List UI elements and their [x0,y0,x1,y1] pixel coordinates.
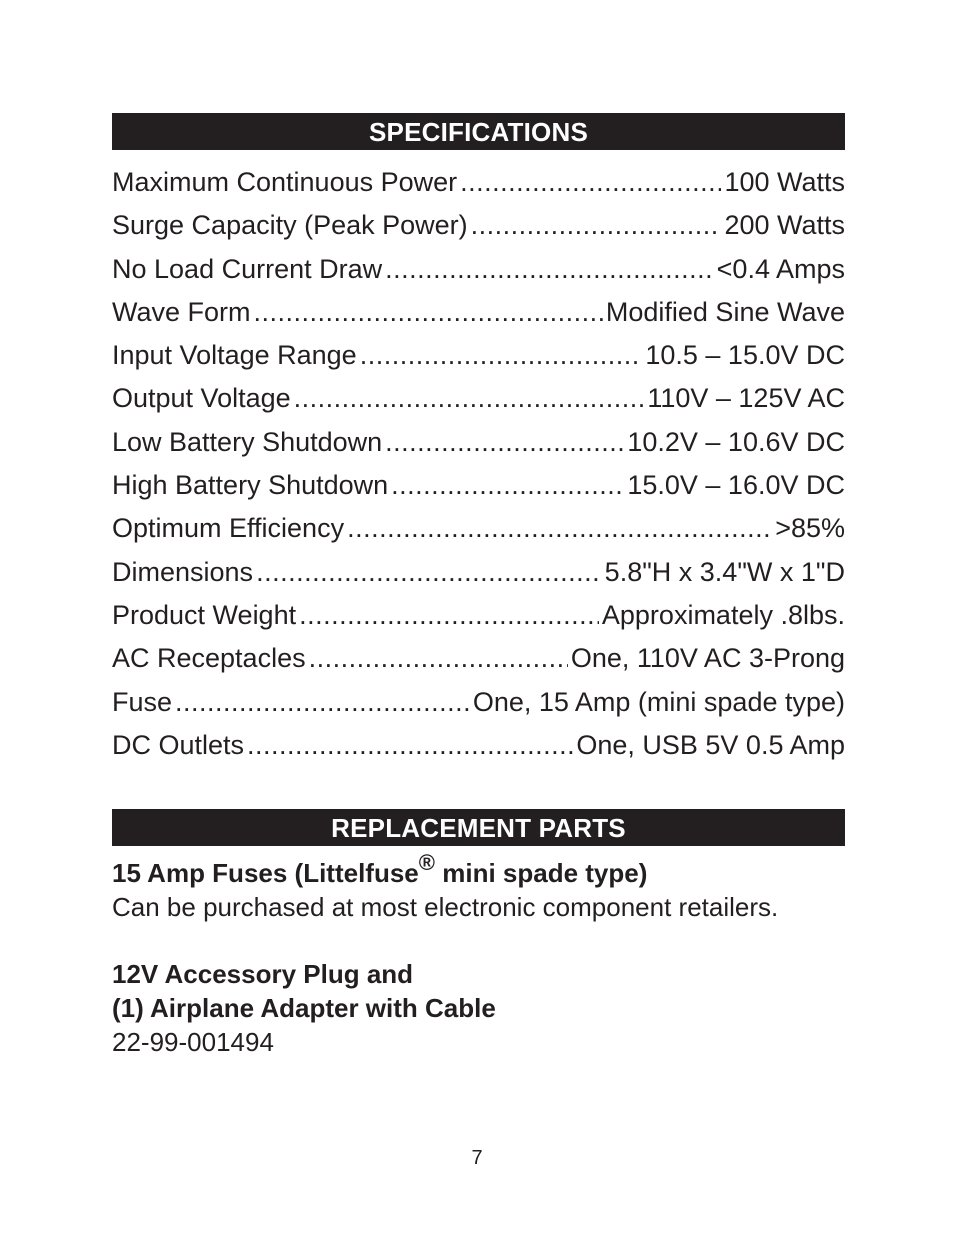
fuse-title-text: 15 Amp Fuses (Littelfuse [112,858,419,889]
dot-leader [347,507,772,550]
spec-value: One, 110V AC 3-Prong [570,643,845,674]
dot-leader [256,551,602,594]
spec-value: <0.4 Amps [716,253,845,284]
dot-leader [360,334,643,377]
spec-row-output-voltage [112,377,845,420]
spec-label: Surge Capacity (Peak Power) [112,210,468,241]
manual-page [112,113,845,1059]
spec-row-product-weight [112,594,845,637]
spec-label: Output Voltage [112,383,291,414]
spec-label: DC Outlets [112,729,245,760]
section-spacer [112,767,845,809]
spec-value: >85% [775,513,845,544]
spec-value: 10.5 – 15.0V DC [645,340,845,371]
spec-value: 10.2V – 10.6V DC [627,426,845,457]
dot-leader [385,421,624,464]
spec-row-ac-receptacles [112,637,845,680]
spec-row-input-voltage [112,334,845,377]
registered-mark: ® [418,849,435,875]
spec-label: Maximum Continuous Power [112,167,458,197]
spec-row-dimensions [112,551,845,594]
spec-label: No Load Current Draw [112,253,383,284]
spec-value: 100 Watts [724,167,845,197]
spec-value: 5.8"H x 3.4"W x 1"D [604,556,845,587]
spec-value: One, USB 5V 0.5 Amp [576,729,845,760]
page-number: 7 [471,1147,483,1169]
spec-row-no-load-current [112,248,845,291]
dot-leader [391,464,624,507]
spec-row-dc-outlets [112,724,845,767]
spec-value: 200 Watts [724,210,845,241]
plug-part-title-line2: (1) Airplane Adapter with Cable [112,993,496,1024]
spec-row-optimum-efficiency [112,507,845,550]
fuse-part-title [112,849,845,890]
spec-label: High Battery Shutdown [112,470,389,501]
spec-label: Optimum Efficiency [112,513,345,544]
dot-leader [175,681,470,724]
dot-leader [385,248,714,291]
fuse-part-description: Can be purchased at most electronic component retailers. [112,892,779,923]
spec-label: Wave Form [112,296,251,327]
spec-row-surge-capacity [112,204,845,247]
dot-leader [294,377,645,420]
plug-part-block [112,957,845,1059]
dot-leader [309,637,568,680]
dot-leader [247,724,573,767]
spec-label: AC Receptacles [112,643,306,674]
dot-leader [460,161,721,204]
spec-label: Low Battery Shutdown [112,426,383,457]
spec-value: Approximately .8lbs. [601,599,845,630]
specifications-heading: SPECIFICATIONS [112,113,845,150]
spec-row-fuse [112,681,845,724]
replacement-parts-heading: REPLACEMENT PARTS [112,809,845,846]
spec-label: Dimensions [112,556,254,587]
fuse-title-suffix: mini spade type) [435,858,648,889]
spec-label: Product Weight [112,599,297,630]
dot-leader [471,204,722,247]
spec-row-max-continuous-power [112,161,845,204]
spec-row-low-battery-shutdown [112,421,845,464]
spec-value: 15.0V – 16.0V DC [627,470,845,501]
dot-leader [299,594,599,637]
spec-value: 110V – 125V AC [647,383,845,414]
spec-row-wave-form [112,291,845,334]
plug-part-number: 22-99-001494 [112,1027,274,1058]
specifications-list [112,161,845,767]
spec-label: Fuse [112,686,173,717]
spec-value: Modified Sine Wave [605,296,845,327]
dot-leader [254,291,603,334]
spec-value: One, 15 Amp (mini spade type) [472,686,845,717]
spec-row-high-battery-shutdown [112,464,845,507]
spec-label: Input Voltage Range [112,340,357,371]
fuse-part-block [112,849,845,924]
plug-part-title-line1: 12V Accessory Plug and [112,959,414,990]
